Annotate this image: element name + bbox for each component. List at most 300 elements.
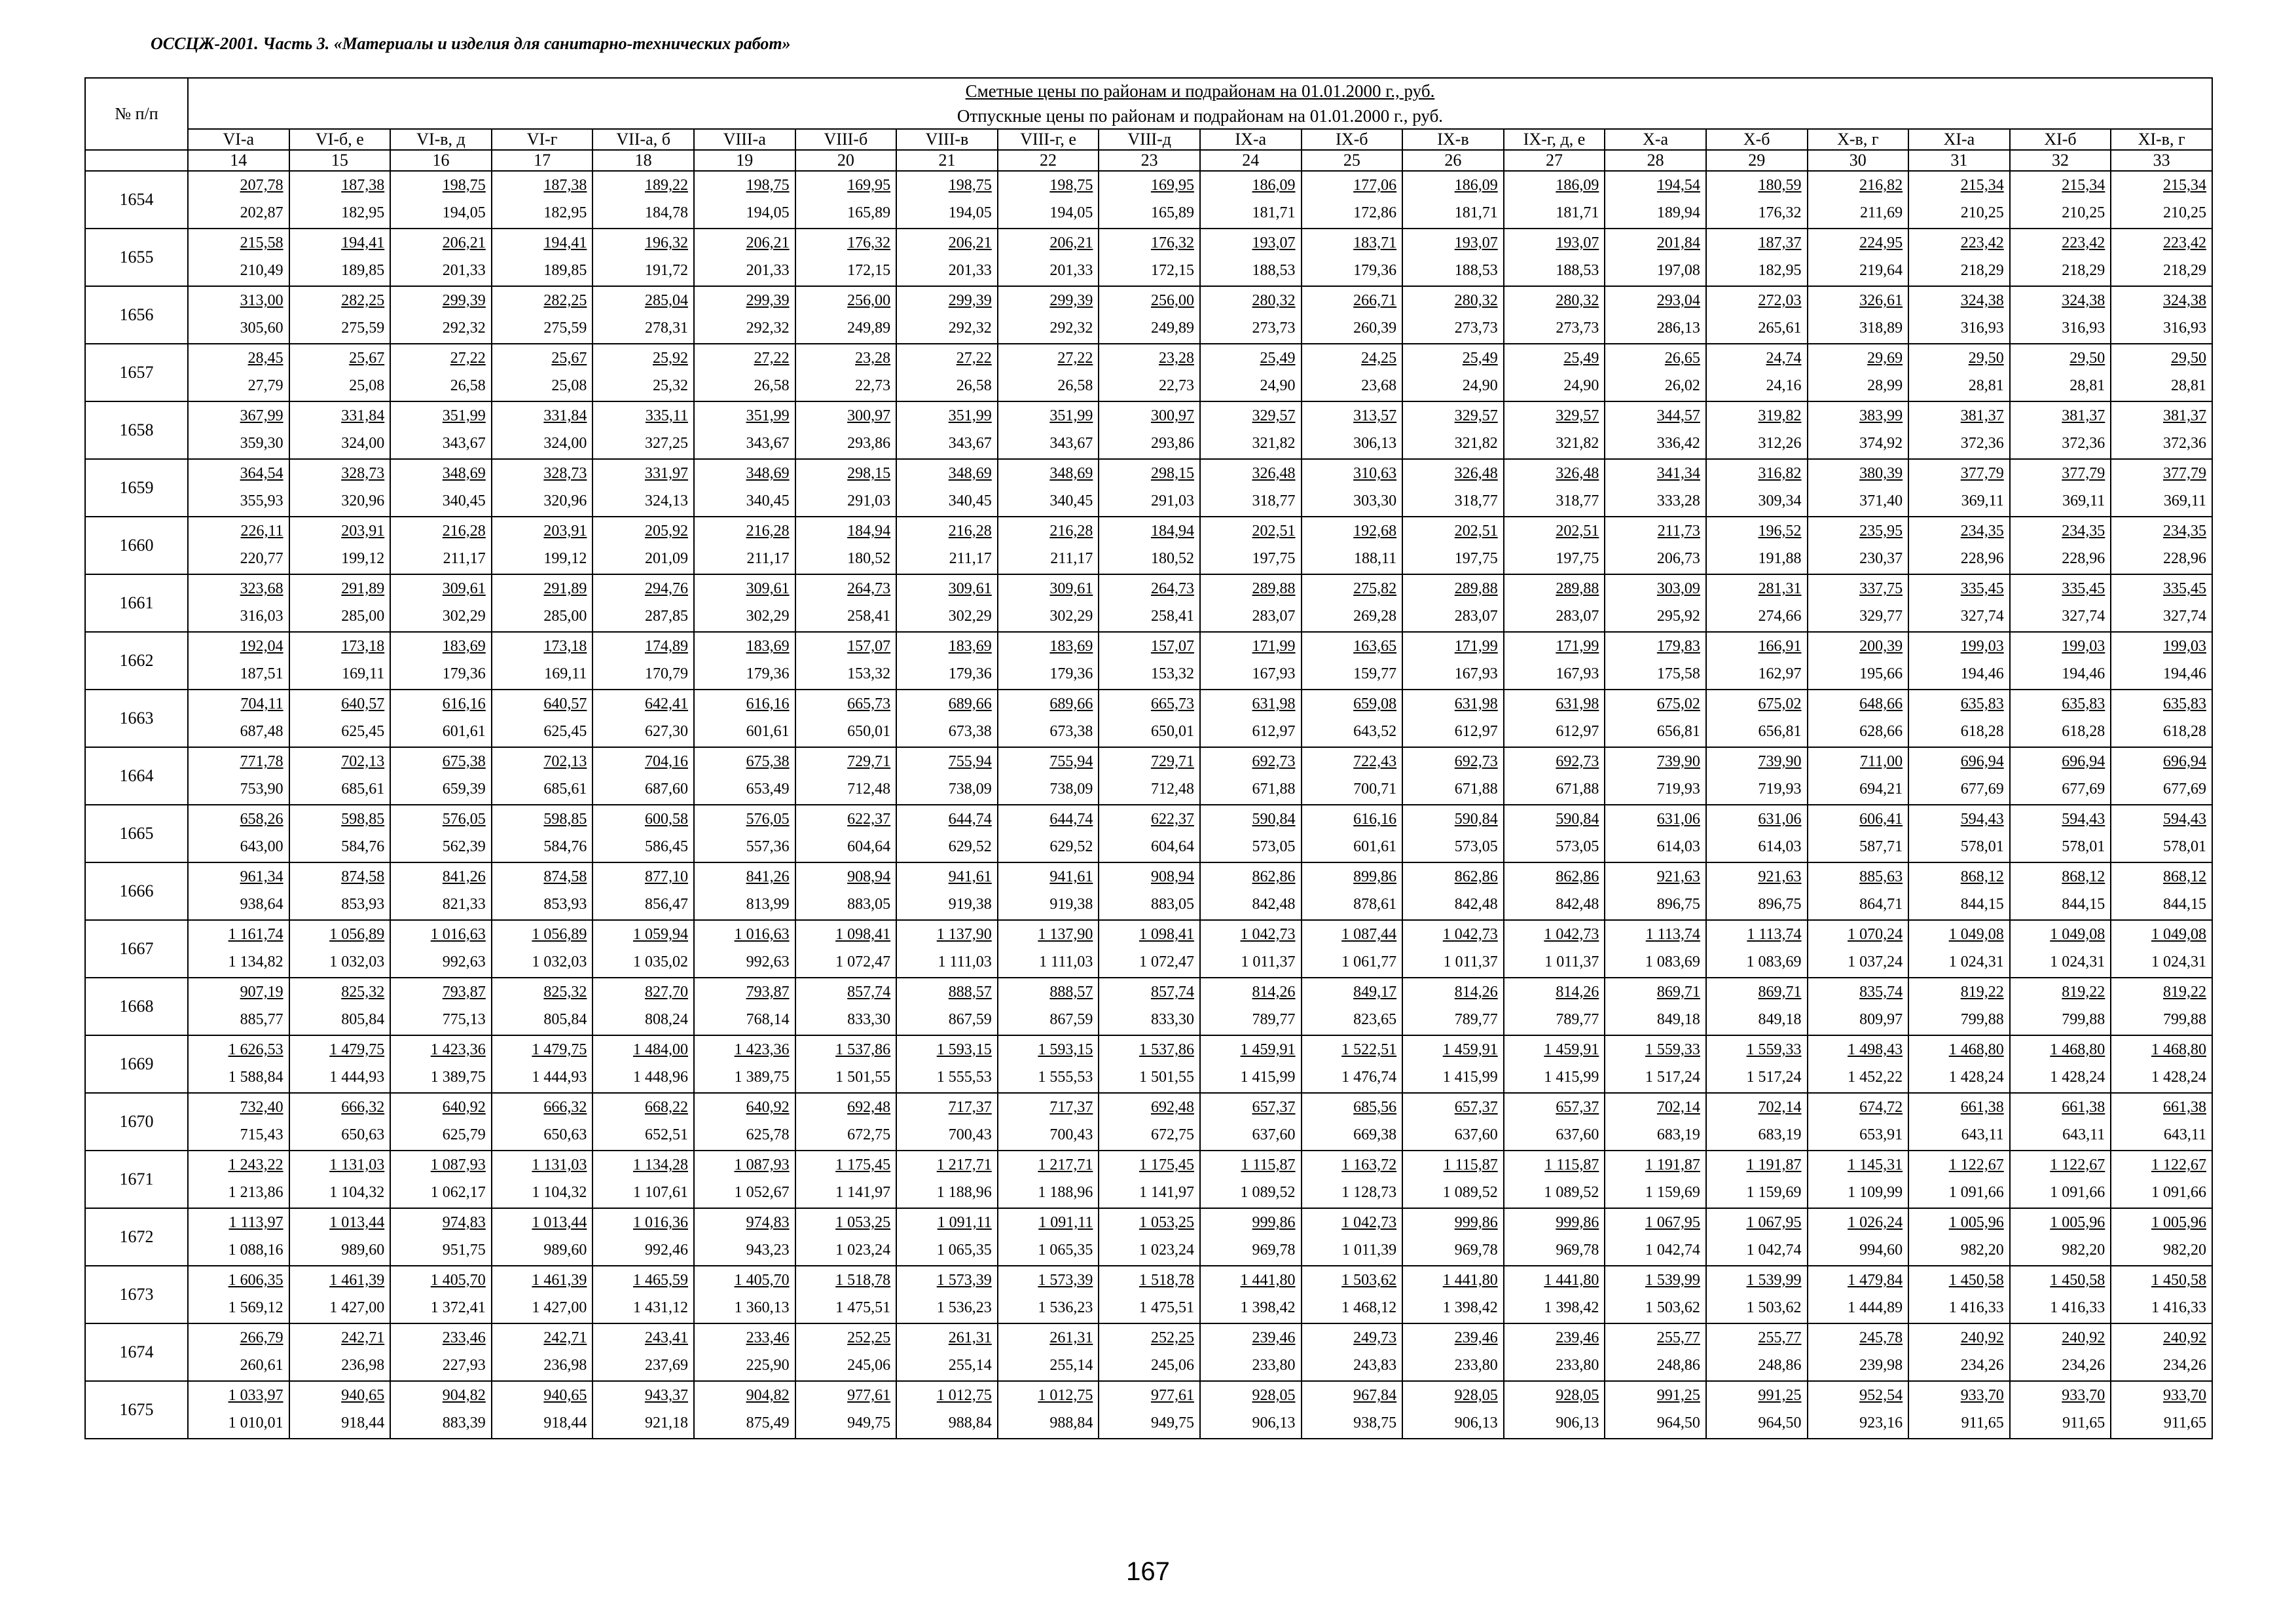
- price-cell: [492, 286, 593, 344]
- price-cell: [896, 574, 998, 632]
- column-number: 31: [1908, 150, 2010, 171]
- release-price: 992,46: [644, 1242, 688, 1259]
- estimate-price: 216,28: [746, 523, 790, 540]
- price-cell: [390, 1093, 492, 1151]
- release-price: 799,88: [2062, 1011, 2105, 1028]
- release-price: 753,90: [240, 781, 283, 798]
- estimate-price: 1 049,08: [1948, 926, 2004, 943]
- price-cell: [492, 1093, 593, 1151]
- price-cell: [1302, 632, 1403, 690]
- estimate-price: 289,88: [1252, 580, 1296, 597]
- price-cell: [2111, 1093, 2212, 1151]
- estimate-price: 674,72: [1859, 1099, 1903, 1116]
- price-cell: [1302, 1323, 1403, 1381]
- release-price: 291,03: [1150, 492, 1194, 509]
- estimate-price: 928,05: [1556, 1387, 1599, 1404]
- price-cell: [1908, 920, 2010, 978]
- estimate-price: 665,73: [1150, 695, 1194, 712]
- price-cell: [1605, 632, 1706, 690]
- release-price: 249,89: [1150, 320, 1194, 337]
- release-price: 604,64: [847, 838, 891, 855]
- price-cell: [592, 1208, 694, 1266]
- release-price: 202,87: [240, 204, 283, 221]
- estimate-price: 242,71: [341, 1329, 385, 1346]
- release-price: 1 134,82: [228, 953, 283, 970]
- price-cell: [1402, 344, 1504, 401]
- estimate-price: 1 067,95: [1746, 1214, 1802, 1231]
- price-cell: [1402, 459, 1504, 517]
- price-cell: [1808, 229, 1909, 286]
- estimate-price: 666,32: [543, 1099, 587, 1116]
- price-cell: [1302, 805, 1403, 862]
- release-price: 236,98: [543, 1357, 587, 1374]
- price-cell: [896, 1151, 998, 1208]
- estimate-price: 202,51: [1252, 523, 1296, 540]
- price-cell: [1402, 1266, 1504, 1323]
- estimate-price: 173,18: [341, 638, 385, 655]
- release-price: 614,03: [1758, 838, 1802, 855]
- price-cell: [998, 459, 1099, 517]
- estimate-price: 1 191,87: [1746, 1156, 1802, 1173]
- estimate-price: 943,37: [644, 1387, 688, 1404]
- price-cell: [795, 344, 897, 401]
- estimate-price: 183,69: [1049, 638, 1093, 655]
- price-cell: [2111, 286, 2212, 344]
- release-price: 371,40: [1859, 492, 1903, 509]
- price-cell: [1605, 517, 1706, 574]
- row-number: 1668: [85, 978, 188, 1035]
- release-price: 853,93: [341, 896, 385, 913]
- release-price: 700,43: [948, 1126, 992, 1143]
- estimate-price: 198,75: [746, 177, 790, 194]
- price-cell: [1908, 1151, 2010, 1208]
- estimate-price: 1 468,80: [2050, 1041, 2105, 1058]
- estimate-price: 1 122,67: [1948, 1156, 2004, 1173]
- release-price: 340,45: [746, 492, 790, 509]
- price-cell: [2111, 1323, 2212, 1381]
- price-cell: [1908, 632, 2010, 690]
- release-price: 211,17: [949, 550, 992, 567]
- release-price: 26,58: [956, 377, 992, 394]
- price-cell: [2111, 920, 2212, 978]
- estimate-price: 814,26: [1252, 984, 1296, 1001]
- release-price: 719,93: [1656, 781, 1700, 798]
- estimate-price: 298,15: [847, 465, 891, 482]
- price-cell: [694, 690, 795, 747]
- estimate-price: 793,87: [746, 984, 790, 1001]
- price-cell: [694, 747, 795, 805]
- price-cell: [592, 978, 694, 1035]
- estimate-price: 1 606,35: [228, 1272, 283, 1289]
- estimate-price: 1 042,73: [1240, 926, 1296, 943]
- price-cell: [1402, 171, 1504, 229]
- estimate-price: 631,98: [1252, 695, 1296, 712]
- release-price: 1 083,69: [1746, 953, 1802, 970]
- price-cell: [795, 517, 897, 574]
- price-cell: [795, 1323, 897, 1381]
- release-price: 1 555,53: [936, 1069, 992, 1086]
- column-number: 29: [1706, 150, 1808, 171]
- release-price: 188,11: [1354, 550, 1397, 567]
- table-row: [85, 459, 2212, 517]
- release-price: 1 141,97: [835, 1184, 891, 1201]
- price-cell: [694, 517, 795, 574]
- price-cell: [1808, 920, 1909, 978]
- price-cell: [1200, 517, 1302, 574]
- estimate-price: 961,34: [240, 868, 283, 885]
- estimate-price: 825,32: [543, 984, 587, 1001]
- estimate-price: 1 423,36: [430, 1041, 486, 1058]
- release-price: 949,75: [847, 1414, 891, 1431]
- estimate-price: 216,28: [442, 523, 486, 540]
- column-number: 19: [694, 150, 795, 171]
- price-cell: [1808, 862, 1909, 920]
- release-price: 1 468,12: [1341, 1299, 1397, 1316]
- estimate-price: 264,73: [1150, 580, 1194, 597]
- price-cell: [896, 1035, 998, 1093]
- price-cell: [1504, 805, 1605, 862]
- price-cell: [188, 632, 289, 690]
- estimate-price: 819,22: [2162, 984, 2206, 1001]
- price-cell: [998, 1151, 1099, 1208]
- price-cell: [1099, 978, 1200, 1035]
- price-cell: [188, 1093, 289, 1151]
- column-number: 33: [2111, 150, 2212, 171]
- price-cell: [188, 1208, 289, 1266]
- price-cell: [998, 1035, 1099, 1093]
- estimate-price: 25,49: [1563, 350, 1599, 367]
- estimate-price: 862,86: [1454, 868, 1498, 885]
- price-cell: [1200, 747, 1302, 805]
- estimate-price: 841,26: [442, 868, 486, 885]
- column-number: 23: [1099, 150, 1200, 171]
- release-price: 22,73: [855, 377, 891, 394]
- release-price: 201,09: [644, 550, 688, 567]
- price-cell: [592, 1323, 694, 1381]
- estimate-price: 28,45: [247, 350, 283, 367]
- estimate-price: 640,57: [341, 695, 385, 712]
- price-cell: [2111, 459, 2212, 517]
- release-price: 1 188,96: [936, 1184, 992, 1201]
- estimate-price: 868,12: [2062, 868, 2105, 885]
- estimate-price: 348,69: [746, 465, 790, 482]
- price-cell: [188, 229, 289, 286]
- release-price: 172,86: [1353, 204, 1397, 221]
- price-cell: [1706, 1266, 1808, 1323]
- release-price: 1 517,24: [1645, 1069, 1700, 1086]
- estimate-price: 689,66: [948, 695, 992, 712]
- release-price: 197,75: [1252, 550, 1296, 567]
- release-price: 333,28: [1656, 492, 1700, 509]
- estimate-price: 275,82: [1353, 580, 1397, 597]
- price-table: [84, 77, 2213, 1439]
- release-price: 1 024,31: [2151, 953, 2206, 970]
- release-price: 1 503,62: [1645, 1299, 1700, 1316]
- price-cell: [795, 920, 897, 978]
- price-cell: [1504, 862, 1605, 920]
- price-cell: [1099, 805, 1200, 862]
- release-price: 938,75: [1353, 1414, 1397, 1431]
- table-row: [85, 1151, 2212, 1208]
- district-header: IX-г, д, е: [1504, 129, 1605, 150]
- release-price: 258,41: [847, 608, 891, 625]
- estimate-price: 991,25: [1758, 1387, 1802, 1404]
- release-price: 659,39: [442, 781, 486, 798]
- estimate-price: 364,54: [240, 465, 283, 482]
- estimate-price: 1 573,39: [936, 1272, 992, 1289]
- estimate-price: 814,26: [1556, 984, 1599, 1001]
- estimate-price: 184,94: [1150, 523, 1194, 540]
- price-cell: [1402, 1208, 1504, 1266]
- release-price: 685,61: [543, 781, 587, 798]
- release-price: 637,60: [1252, 1126, 1296, 1143]
- release-price: 181,71: [1556, 204, 1599, 221]
- table-row: [85, 632, 2212, 690]
- estimate-price: 198,75: [1049, 177, 1093, 194]
- num-column-header: № п/п: [85, 78, 188, 150]
- estimate-price: 940,65: [543, 1387, 587, 1404]
- release-price: 1 398,42: [1544, 1299, 1599, 1316]
- estimate-price: 313,00: [240, 292, 283, 309]
- estimate-price: 692,48: [847, 1099, 891, 1116]
- price-cell: [694, 920, 795, 978]
- release-price: 715,43: [240, 1126, 283, 1143]
- estimate-price: 252,25: [1150, 1329, 1194, 1346]
- release-price: 165,89: [1150, 204, 1194, 221]
- column-number: 28: [1605, 150, 1706, 171]
- estimate-price: 183,71: [1353, 234, 1397, 251]
- price-cell: [1099, 401, 1200, 459]
- estimate-price: 27,22: [1057, 350, 1093, 367]
- price-cell: [2010, 978, 2111, 1035]
- estimate-price: 590,84: [1556, 811, 1599, 828]
- price-cell: [2111, 171, 2212, 229]
- release-price: 951,75: [442, 1242, 486, 1259]
- price-cell: [492, 632, 593, 690]
- release-price: 197,75: [1556, 550, 1599, 567]
- release-price: 175,58: [1656, 665, 1700, 682]
- estimate-price: 600,58: [644, 811, 688, 828]
- row-number: 1660: [85, 517, 188, 574]
- price-cell: [1402, 1323, 1504, 1381]
- price-cell: [1908, 1093, 2010, 1151]
- estimate-price: 183,69: [746, 638, 790, 655]
- estimate-price: 869,71: [1758, 984, 1802, 1001]
- price-cell: [1504, 344, 1605, 401]
- price-cell: [1099, 286, 1200, 344]
- estimate-price: 1 098,41: [835, 926, 891, 943]
- release-price: 287,85: [644, 608, 688, 625]
- release-price: 1 024,31: [2050, 953, 2105, 970]
- price-cell: [1808, 459, 1909, 517]
- estimate-price: 689,66: [1049, 695, 1093, 712]
- release-price: 878,61: [1353, 896, 1397, 913]
- price-cell: [1504, 632, 1605, 690]
- release-price: 340,45: [1049, 492, 1093, 509]
- price-cell: [1504, 978, 1605, 1035]
- price-cell: [1808, 1381, 1909, 1439]
- release-price: 1 398,42: [1442, 1299, 1498, 1316]
- price-cell: [896, 401, 998, 459]
- release-price: 292,32: [442, 320, 486, 337]
- price-cell: [1504, 1151, 1605, 1208]
- estimate-price: 814,26: [1454, 984, 1498, 1001]
- estimate-price: 1 518,78: [835, 1272, 891, 1289]
- estimate-price: 216,28: [948, 523, 992, 540]
- release-price: 612,97: [1252, 723, 1296, 740]
- price-cell: [1302, 1151, 1403, 1208]
- release-price: 305,60: [240, 320, 283, 337]
- price-cell: [2111, 632, 2212, 690]
- release-price: 201,33: [948, 262, 992, 279]
- release-price: 233,80: [1252, 1357, 1296, 1374]
- release-price: 1 141,97: [1139, 1184, 1194, 1201]
- estimate-price: 739,90: [1656, 753, 1700, 770]
- release-price: 285,00: [341, 608, 385, 625]
- release-price: 286,13: [1656, 320, 1700, 337]
- price-cell: [188, 401, 289, 459]
- price-cell: [390, 344, 492, 401]
- price-group-header: [188, 78, 2212, 129]
- price-cell: [2010, 1151, 2111, 1208]
- price-cell: [2010, 862, 2111, 920]
- price-cell: [1908, 229, 2010, 286]
- district-header: X-а: [1605, 129, 1706, 150]
- estimate-price: 240,92: [1960, 1329, 2004, 1346]
- release-price: 1 032,03: [532, 953, 587, 970]
- price-cell: [188, 805, 289, 862]
- release-price: 700,71: [1353, 781, 1397, 798]
- estimate-price: 594,43: [2062, 811, 2105, 828]
- price-cell: [1200, 229, 1302, 286]
- estimate-price: 665,73: [847, 695, 891, 712]
- price-cell: [1099, 229, 1200, 286]
- release-price: 340,45: [948, 492, 992, 509]
- estimate-price: 729,71: [1150, 753, 1194, 770]
- price-cell: [1302, 1381, 1403, 1439]
- estimate-price: 908,94: [1150, 868, 1194, 885]
- price-cell: [1908, 574, 2010, 632]
- estimate-price: 1 191,87: [1645, 1156, 1700, 1173]
- release-price: 191,88: [1758, 550, 1802, 567]
- estimate-price: 991,25: [1656, 1387, 1700, 1404]
- price-cell: [998, 517, 1099, 574]
- price-cell: [390, 920, 492, 978]
- estimate-price: 1 518,78: [1139, 1272, 1194, 1289]
- release-price: 1 072,47: [1139, 953, 1194, 970]
- price-cell: [795, 862, 897, 920]
- estimate-price: 223,42: [2162, 234, 2206, 251]
- release-price: 1 088,16: [228, 1242, 283, 1259]
- price-cell: [592, 805, 694, 862]
- release-price: 324,00: [341, 435, 385, 452]
- release-price: 1 091,66: [1948, 1184, 2004, 1201]
- estimate-price: 331,84: [543, 407, 587, 424]
- price-cell: [694, 574, 795, 632]
- estimate-price: 25,92: [652, 350, 688, 367]
- price-cell: [1808, 1151, 1909, 1208]
- release-price: 1 111,03: [938, 953, 992, 970]
- price-cell: [1200, 1093, 1302, 1151]
- release-price: 1 428,24: [2050, 1069, 2105, 1086]
- estimate-price: 576,05: [746, 811, 790, 828]
- release-price: 969,78: [1454, 1242, 1498, 1259]
- release-price: 210,25: [2062, 204, 2105, 221]
- price-cell: [592, 286, 694, 344]
- estimate-price: 1 115,87: [1443, 1156, 1498, 1173]
- price-cell: [998, 171, 1099, 229]
- price-cell: [2010, 517, 2111, 574]
- estimate-price: 203,91: [543, 523, 587, 540]
- row-number: 1666: [85, 862, 188, 920]
- estimate-price: 24,25: [1361, 350, 1397, 367]
- price-cell: [592, 1381, 694, 1439]
- release-price: 189,94: [1656, 204, 1700, 221]
- price-cell: [1908, 459, 2010, 517]
- price-cell: [289, 1208, 391, 1266]
- release-price: 179,36: [442, 665, 486, 682]
- estimate-price: 27,22: [450, 350, 486, 367]
- estimate-price: 702,14: [1656, 1099, 1700, 1116]
- price-cell: [390, 286, 492, 344]
- price-cell: [1099, 1208, 1200, 1266]
- release-price: 1 011,37: [1241, 953, 1296, 970]
- price-cell: [795, 401, 897, 459]
- release-price: 685,61: [341, 781, 385, 798]
- release-price: 712,48: [847, 781, 891, 798]
- estimate-price: 1 243,22: [228, 1156, 283, 1173]
- release-price: 167,93: [1556, 665, 1599, 682]
- release-price: 671,88: [1252, 781, 1296, 798]
- release-price: 864,71: [1859, 896, 1903, 913]
- release-price: 612,97: [1556, 723, 1599, 740]
- price-cell: [390, 1035, 492, 1093]
- release-price: 194,05: [948, 204, 992, 221]
- release-price: 1 107,61: [632, 1184, 688, 1201]
- release-price: 295,92: [1656, 608, 1700, 625]
- estimate-price: 224,95: [1859, 234, 1903, 251]
- release-price: 700,43: [1049, 1126, 1093, 1143]
- estimate-price: 176,32: [1150, 234, 1194, 251]
- estimate-price: 967,84: [1353, 1387, 1397, 1404]
- release-price: 1 109,99: [1848, 1184, 1903, 1201]
- release-price: 316,93: [1960, 320, 2004, 337]
- price-cell: [1402, 286, 1504, 344]
- estimate-price: 648,66: [1859, 695, 1903, 712]
- price-cell: [795, 1266, 897, 1323]
- estimate-price: 1 026,24: [1848, 1214, 1903, 1231]
- release-price: 656,81: [1758, 723, 1802, 740]
- price-cell: [188, 747, 289, 805]
- column-number: 32: [2010, 150, 2111, 171]
- price-cell: [289, 459, 391, 517]
- estimate-price: 1 087,44: [1341, 926, 1397, 943]
- price-cell: [998, 1381, 1099, 1439]
- estimate-price: 819,22: [1960, 984, 2004, 1001]
- price-cell: [1402, 1093, 1504, 1151]
- estimate-price: 201,84: [1656, 234, 1700, 251]
- release-price: 943,23: [746, 1242, 790, 1259]
- estimate-price: 377,79: [2162, 465, 2206, 482]
- running-title: ОССЦЖ-2001. Часть 3. «Материалы и изделия для санитарно-технических работ»: [151, 34, 791, 53]
- release-price: 573,05: [1556, 838, 1599, 855]
- release-price: 719,93: [1758, 781, 1802, 798]
- column-number: 15: [289, 150, 391, 171]
- price-cell: [390, 978, 492, 1035]
- price-cell: [1504, 1381, 1605, 1439]
- price-cell: [896, 344, 998, 401]
- price-cell: [1605, 344, 1706, 401]
